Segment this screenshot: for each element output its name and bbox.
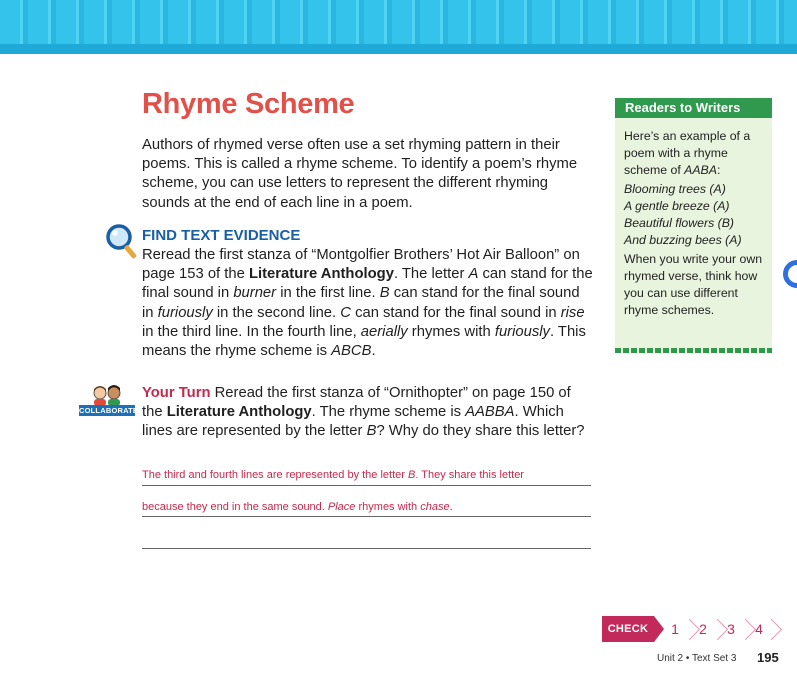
poem-line: And buzzing bees (A)	[624, 233, 742, 247]
sidebar-tip: When you write your own rhymed verse, think how you can use different rhyme schemes.	[624, 252, 763, 317]
poem-line: Beautiful flowers (B)	[624, 216, 735, 230]
intro-paragraph: Authors of rhymed verse often use a set rhyming pattern in their poems. This is called a rhyme scheme. To identify a poem’s rhyme scheme, you can use letters to represent the different rhyming sounds at the end of each line in a poem.	[142, 137, 578, 211]
footer-unit-label: Unit 2 • Text Set 3	[657, 653, 737, 664]
sidebar-intro: Here’s an example of a poem with a rhyme scheme of AABA:	[624, 129, 751, 177]
sidebar-heading: Readers to Writers	[615, 98, 772, 118]
page-title: Rhyme Scheme	[142, 88, 355, 120]
readers-to-writers-sidebar	[615, 98, 772, 353]
sidebar-poem	[624, 181, 770, 249]
your-turn-label: Your Turn	[142, 385, 211, 401]
find-text-evidence-heading: FIND TEXT EVIDENCE	[142, 227, 301, 244]
floating-widget-icon[interactable]	[783, 260, 797, 288]
answer-line-3[interactable]	[142, 548, 591, 549]
check-in-level-3[interactable]: 3	[727, 621, 735, 637]
page-number: 195	[757, 650, 779, 665]
sidebar-body	[624, 128, 770, 319]
answer-line-2[interactable]	[142, 516, 591, 517]
your-turn-paragraph: Your Turn Reread the first stanza of “Ornithopter” on page 150 of the Literature Anthology. The rhyme scheme is AABBA. Which lines are represented by the letter B? Why do they share this letter?	[142, 385, 585, 440]
check-in-level-4[interactable]: 4	[755, 621, 763, 637]
evidence-paragraph: Reread the first stanza of “Montgolfier Brothers’ Hot Air Balloon” on page 153 of the Literature Anthology. The letter A can stand for the final sound in burner in the first line. B can stand for the final sound in furiously in the second line. C can stand for the final sound in rise in the third line. In the fourth line, aerially rhymes with furiously. This means the rhyme scheme is ABCB.	[142, 247, 593, 360]
answer-line-1-text: The third and fourth lines are represented by the letter B. They share this letter	[142, 469, 524, 481]
sidebar-bottom-border	[615, 348, 772, 353]
top-band-edge	[0, 44, 797, 54]
answer-line-2-text: because they end in the same sound. Place rhymes with chase.	[142, 501, 453, 513]
answer-line-1[interactable]	[142, 485, 591, 486]
poem-line: A gentle breeze (A)	[624, 199, 730, 213]
magnifier-icon	[105, 223, 141, 263]
check-in-level-2[interactable]: 2	[699, 621, 707, 637]
poem-line: Blooming trees (A)	[624, 182, 726, 196]
collaborate-label: COLLABORATE	[79, 406, 139, 415]
check-in-level-1[interactable]: 1	[671, 621, 679, 637]
check-in-label: CHECK IN	[602, 616, 654, 642]
